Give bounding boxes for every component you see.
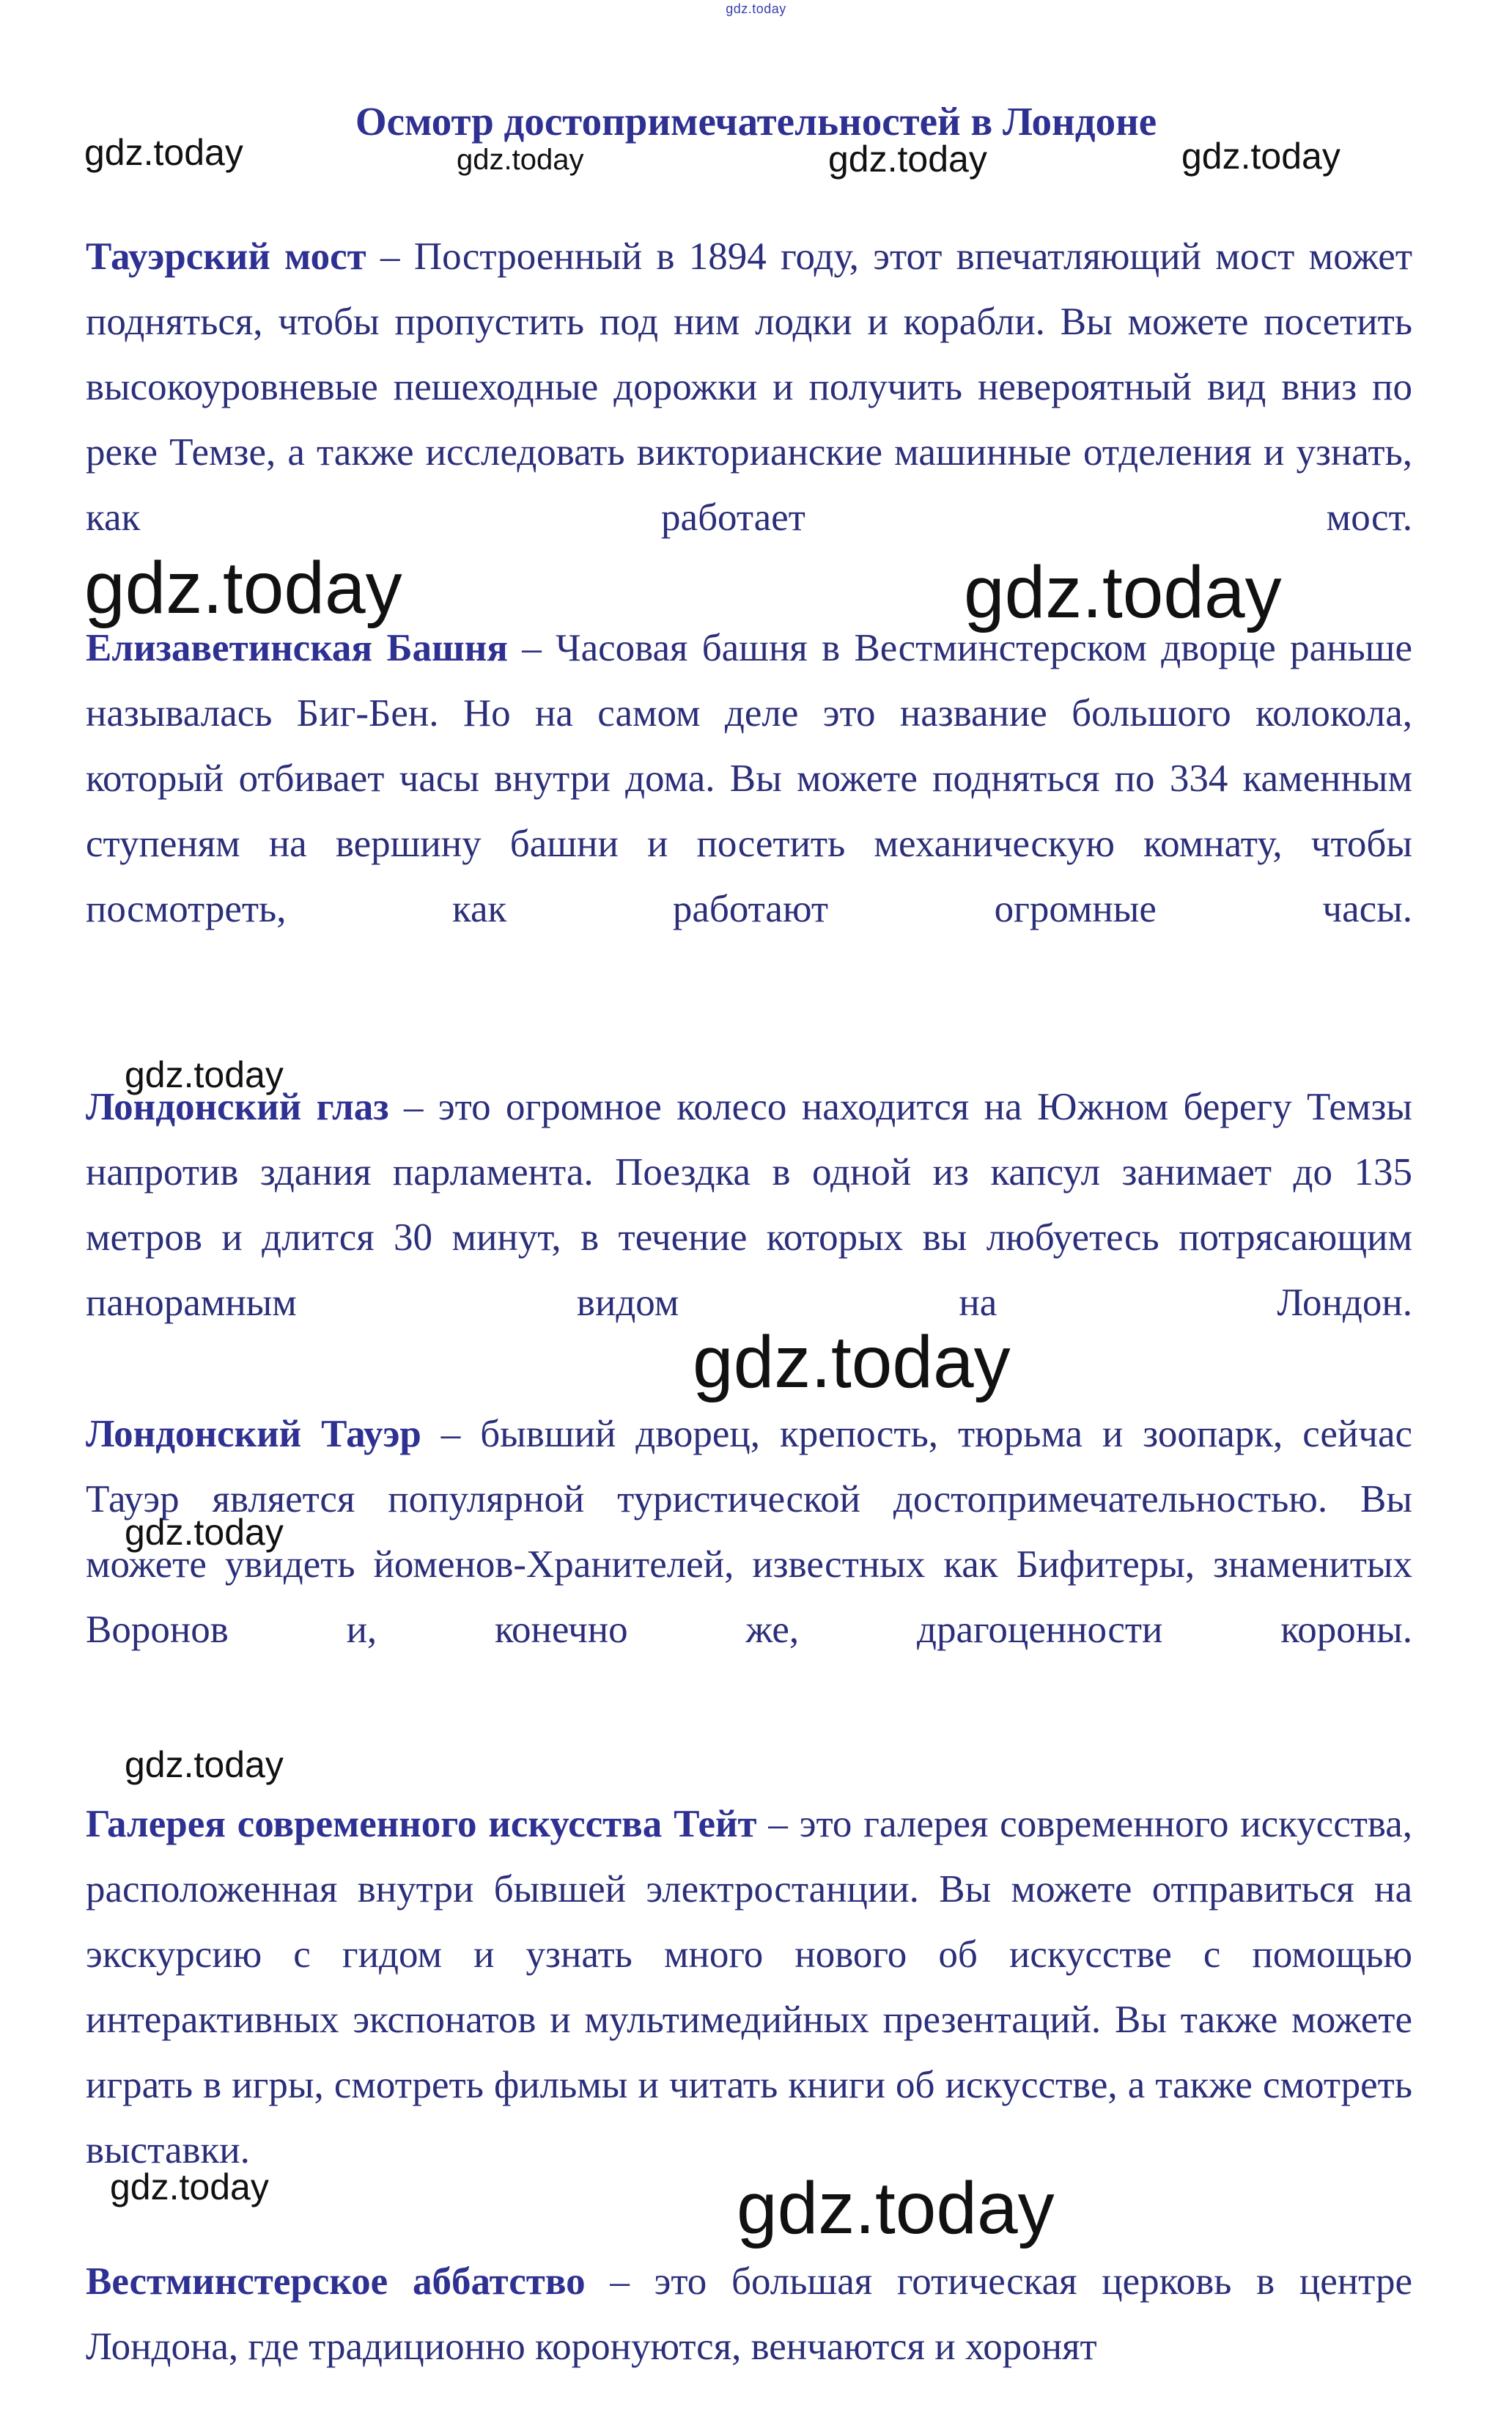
watermark: gdz.today — [828, 139, 987, 180]
section-tate-modern — [86, 1792, 1412, 2183]
section-term: Лондонский Тауэр — [86, 1413, 421, 1455]
section-elizabeth-tower — [86, 616, 1412, 942]
section-term: Тауэрский мост — [86, 235, 366, 278]
section-london-eye — [86, 1075, 1412, 1336]
watermark: gdz.today — [125, 1512, 284, 1553]
watermark: gdz.today — [737, 2167, 1055, 2249]
page-title: Осмотр достопримечательностей в Лондоне — [355, 99, 1157, 144]
watermark: gdz.today — [964, 551, 1282, 633]
watermark: gdz.today — [84, 547, 402, 629]
section-text: – бывший дворец, крепость, тюрьма и зоопарк, сейчас Тауэр является популярной туристической достопримечательностью. Вы можете увидеть йоменов-Хранителей, известных как Бифитеры, знаменитых Воронов и, конечно же, драгоценности короны. — [86, 1413, 1412, 1651]
section-text: – это галерея современного искусства, расположенная внутри бывшей электростанции. Вы можете отправиться на экскурсию с гидом и узнать много нового об искусстве с помощью интерактивных экспонатов и мультимедийных презентаций. Вы также можете играть в игры, смотреть фильмы и читать книги об искусстве, а также смотреть выставки. — [86, 1803, 1412, 2172]
watermark: gdz.today — [110, 2166, 269, 2207]
watermark: gdz.today — [693, 1321, 1011, 1403]
section-text: – это огромное колесо находится на Южном берегу Темзы напротив здания парламента. Поездка в одной из капсул занимает до 135 метров и длится 30 минут, в течение которых вы любуетесь потрясающим панорамным видом на Лондон. — [86, 1086, 1412, 1324]
section-text: – Часовая башня в Вестминстерском дворце раньше называлась Биг-Бен. Но на самом деле это название большого колокола, который отбивает часы внутри дома. Вы можете подняться по 334 каменным ступеням на вершину башни и посетить механическую комнату, чтобы посмотреть, как работают огромные часы. — [86, 627, 1412, 930]
watermark: gdz.today — [84, 132, 243, 173]
section-tower-of-london — [86, 1402, 1412, 1663]
section-term: Галерея современного искусства Тейт — [86, 1803, 757, 1845]
section-term: Вестминстерское аббатство — [86, 2260, 586, 2303]
section-westminster-abbey — [86, 2249, 1412, 2380]
watermark: gdz.today — [125, 1054, 284, 1095]
watermark: gdz.today — [125, 1744, 284, 1785]
section-term: Елизаветинская Башня — [86, 627, 508, 669]
section-term: Лондонский глаз — [86, 1086, 389, 1128]
section-text: – Построенный в 1894 году, этот впечатляющий мост может подняться, чтобы пропустить под ним лодки и корабли. Вы можете посетить высокоуровневые пешеходные дорожки и получить невероятный вид вниз по реке Темзе, а также исследовать викторианские машинные отделения и узнать, как работает мост. — [86, 235, 1412, 539]
section-text: – это большая готическая церковь в центре Лондона, где традиционно коронуются, венчаются и хоронят — [86, 2260, 1412, 2368]
watermark: gdz.today — [1181, 136, 1340, 177]
watermark: gdz.today — [457, 144, 584, 176]
top-watermark: gdz.today — [726, 1, 786, 16]
section-tower-bridge — [86, 224, 1412, 551]
